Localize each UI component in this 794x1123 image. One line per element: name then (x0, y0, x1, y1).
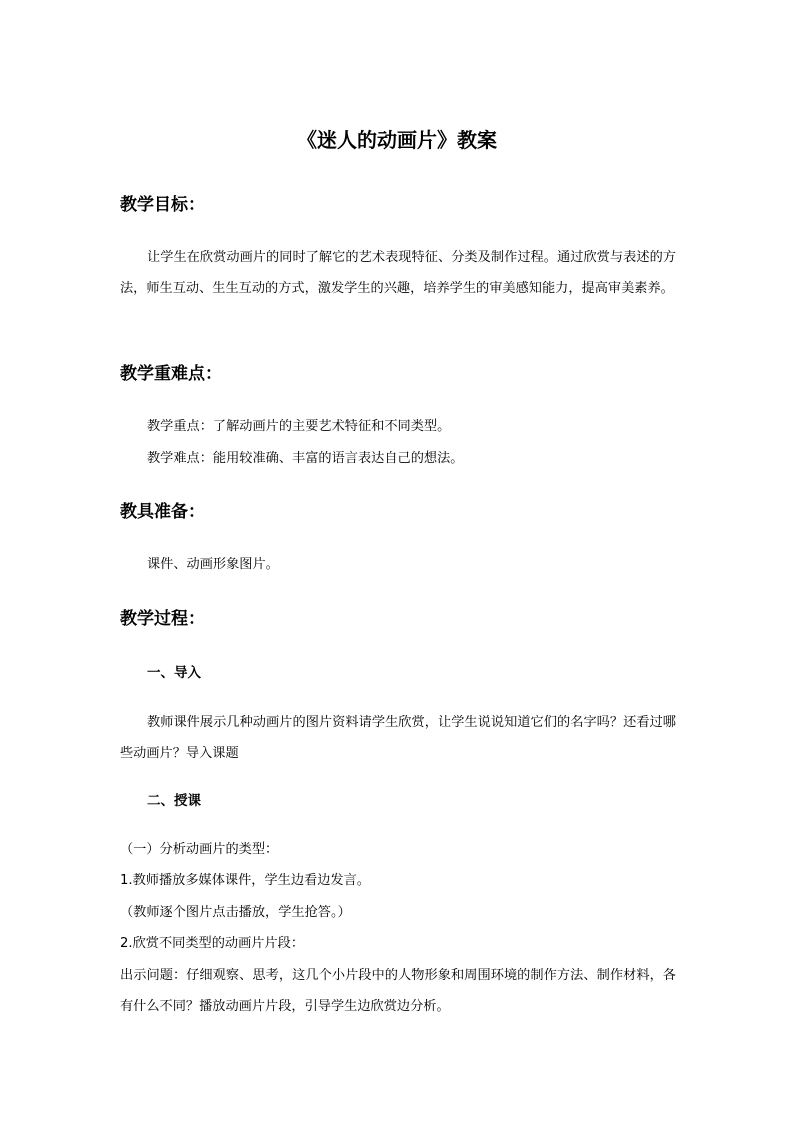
heading-objectives: 教学目标： (120, 195, 205, 215)
step-2: 2.欣赏不同类型的动画片片段： (120, 936, 305, 951)
key-point-focus: 教学重点：了解动画片的主要艺术特征和不同类型。 (147, 419, 451, 434)
step-1-note: （教师逐个图片点击播放，学生抢答。） (120, 905, 351, 920)
heading-key-points: 教学重难点： (120, 364, 222, 384)
step-2-paragraph: 出示问题：仔细观察、思考，这几个小片段中的人物形象和周围环境的制作方法、制作材料，各有什么不同？播放动画片片段，引导学生边欣赏边分析。 (120, 968, 676, 1014)
document-title: 《迷人的动画片》教案 (297, 128, 497, 152)
materials-text: 课件、动画形象图片。 (147, 557, 279, 572)
heading-materials: 教具准备： (120, 502, 205, 522)
analysis-heading: （一）分析动画片的类型： (120, 842, 279, 857)
step-1: 1.教师播放多媒体课件，学生边看边发言。 (120, 873, 370, 888)
section-lesson-heading: 二、授课 (147, 793, 201, 809)
objectives-paragraph: 让学生在欣赏动画片的同时了解它的艺术表现特征、分类及制作过程。通过欣赏与表述的方法，师生互动、生生互动的方式，激发学生的兴趣，培养学生的审美感知能力，提高审美素养。 (120, 250, 676, 296)
key-point-difficulty: 教学难点：能用较准确、丰富的语言表达自己的想法。 (147, 451, 464, 466)
section-intro-heading: 一、导入 (147, 665, 201, 681)
intro-paragraph: 教师课件展示几种动画片的图片资料请学生欣赏，让学生说说知道它们的名字吗？还看过哪些动画片？导入课题 (120, 715, 676, 761)
heading-process: 教学过程： (120, 609, 205, 629)
